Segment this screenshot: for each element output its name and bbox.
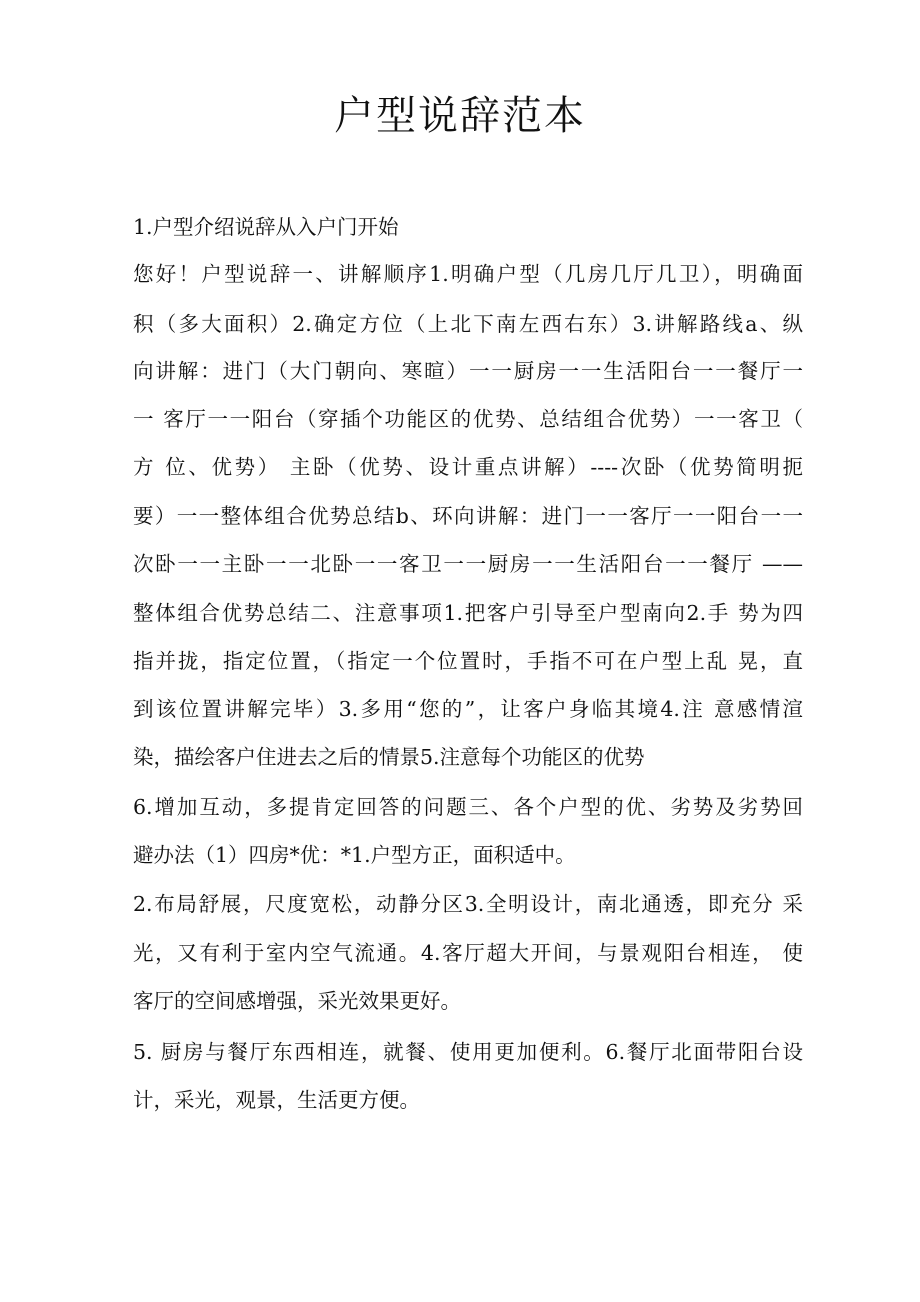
paragraph-line: 6.增加互动，多提肯定回答的问题三、各个户型的优、劣势及劣势回 [133,795,803,819]
paragraph-line: 光，又有利于室内空气流通。4.客厅超大开间，与景观阳台相连， 使 [133,941,803,965]
paragraph-line: 染，描绘客户住进去之后的情景5.注意每个功能区的优势 [133,745,645,769]
paragraph-line: 1.户型介绍说辞从入户门开始 [133,215,399,239]
paragraph-line: 整体组合优势总结二、注意事项1.把客户引导至户型南向2.手 势为四 [133,601,803,625]
paragraph-line: 向讲解：进门（大门朝向、寒暄）一一厨房一一生活阳台一一餐厅一 [133,359,803,383]
paragraph-line: 次卧一一主卧一一北卧一一客卫一一厨房一一生活阳台一一餐厅 —— [133,552,803,576]
paragraph-line: 到该位置讲解完毕）3.多用“您的”，让客户身临其境4.注 意感情渲 [133,697,803,721]
paragraph-line: 要）一一整体组合优势总结b、环向讲解：进门一一客厅一一阳台一一 [133,504,803,528]
paragraph-line: 5. 厨房与餐厅东西相连，就餐、使用更加便利。6.餐厅北面带阳台设 [133,1040,803,1064]
paragraph-line: 指并拢，指定位置，（指定一个位置时，手指不可在户型上乱 晃，直 [133,649,803,673]
paragraph-line: 避办法（1）四房*优：*1.户型方正，面积适中。 [133,843,576,867]
paragraph-line: 积（多大面积）2.确定方位（上北下南左西右东）3.讲解路线a、纵 [133,312,803,336]
paragraph-line: 方 位、优势） 主卧（优势、设计重点讲解）----次卧（优势简明扼 [133,455,803,479]
paragraph-line: 计，采光，观景，生活更方便。 [133,1088,420,1112]
paragraph-line: 2.布局舒展，尺度宽松，动静分区3.全明设计，南北通透，即充分 采 [133,892,803,916]
document-title: 户型说辞范本 [334,93,586,139]
paragraph-line: 一 客厅一一阳台（穿插个功能区的优势、总结组合优势）一一客卫（ [133,407,803,431]
paragraph-line: 您好！户型说辞一、讲解顺序1.明确户型（几房几厅几卫），明确面 [133,262,803,286]
paragraph-line: 客厅的空间感增强，采光效果更好。 [133,989,461,1013]
